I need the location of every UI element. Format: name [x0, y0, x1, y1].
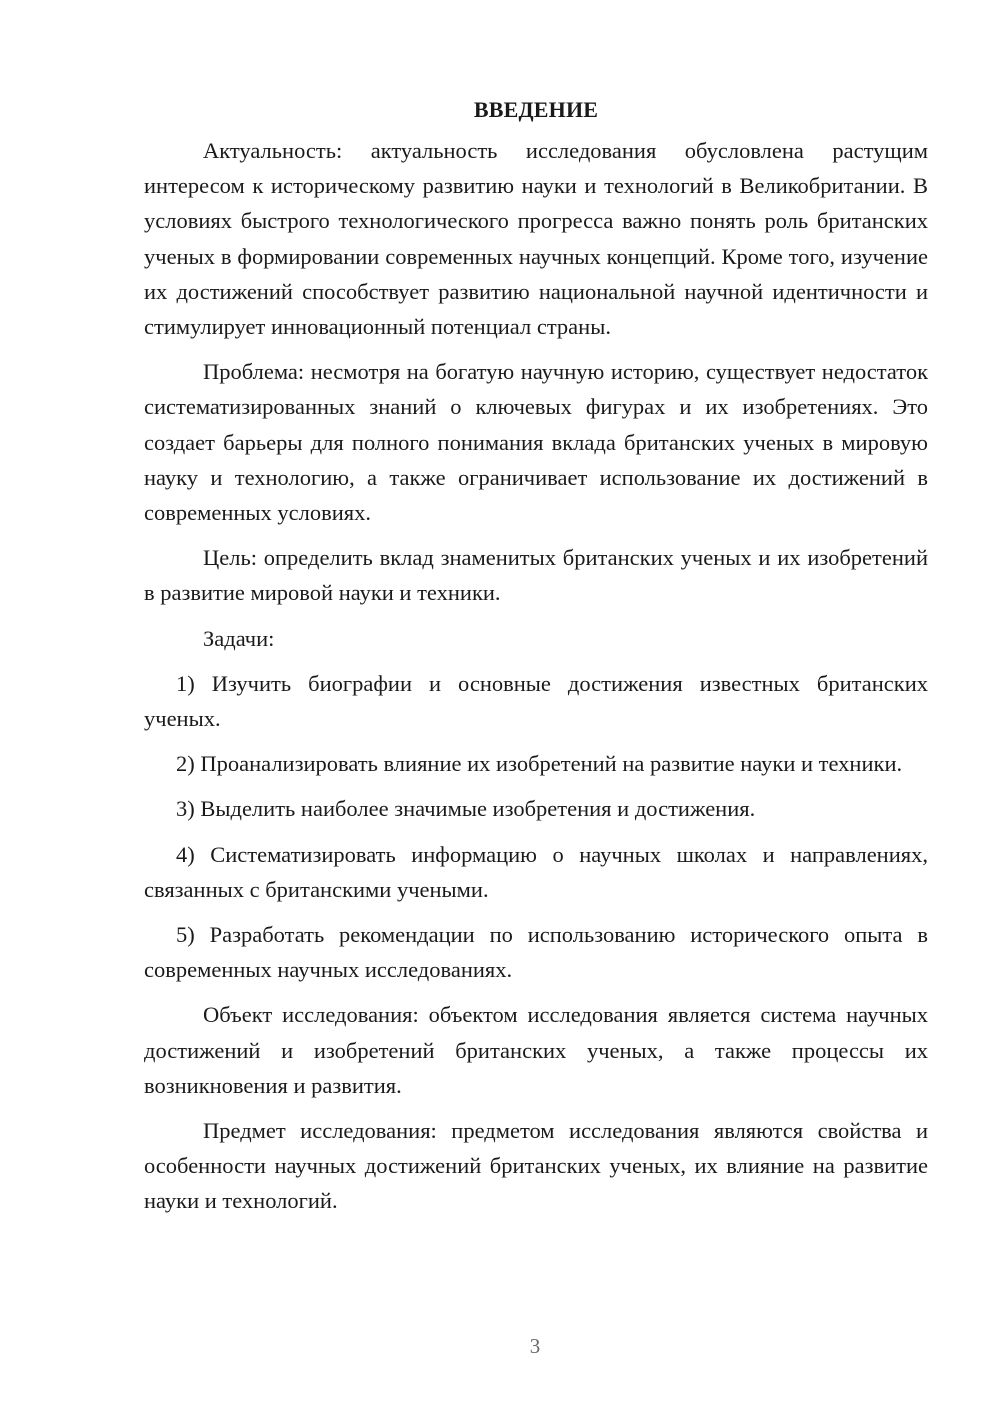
task-item: 3) Выделить наиболее значимые изобретения и достижения. [176, 796, 756, 822]
document-body [144, 92, 928, 1229]
task-item: 5) Разработать рекомендации по использованию исторического опыта в современных научных исследованиях. [144, 922, 928, 983]
page-number: 3 [529, 1334, 541, 1358]
paragraph-relevance: Актуальность: актуальность исследования обусловлена растущим интересом к историческому развитию науки и технологий в Великобритании. В условиях быстрого технологического прогресса важно понять роль британских ученых в формировании современных научных концепций. Кроме того, изучение их достижений способствует развитию национальной научной идентичности и стимулирует инновационный потенциал страны. [144, 138, 928, 340]
task-list [144, 666, 928, 988]
paragraph-problem: Проблема: несмотря на богатую научную историю, существует недостаток систематизированных знаний о ключевых фигурах и их изобретениях. Это создает барьеры для полного понимания вклада британских ученых в мировую науку и технологию, а также ограничивает использование их достижений в современных условиях. [144, 359, 928, 526]
task-item: 4) Систематизировать информацию о научных школах и направлениях, связанных с британскими учеными. [144, 841, 928, 902]
paragraph-subject: Предмет исследования: предметом исследования являются свойства и особенности научных достижений британских ученых, их влияние на развитие науки и технологий. [144, 1118, 928, 1214]
section-heading: ВВЕДЕНИЕ [473, 97, 599, 122]
paragraph-goal: Цель: определить вклад знаменитых британских ученых и их изобретений в развитие мировой науки и техники. [144, 545, 928, 606]
task-item: 1) Изучить биографии и основные достижения известных британских ученых. [144, 670, 928, 732]
task-item: 2) Проанализировать влияние их изобретений на развитие науки и техники. [176, 751, 903, 777]
tasks-label: Задачи: [203, 625, 275, 651]
paragraph-object: Объект исследования: объектом исследования является система научных достижений и изобретений британских ученых, а также процессы их возникновения и развития. [144, 1002, 928, 1098]
